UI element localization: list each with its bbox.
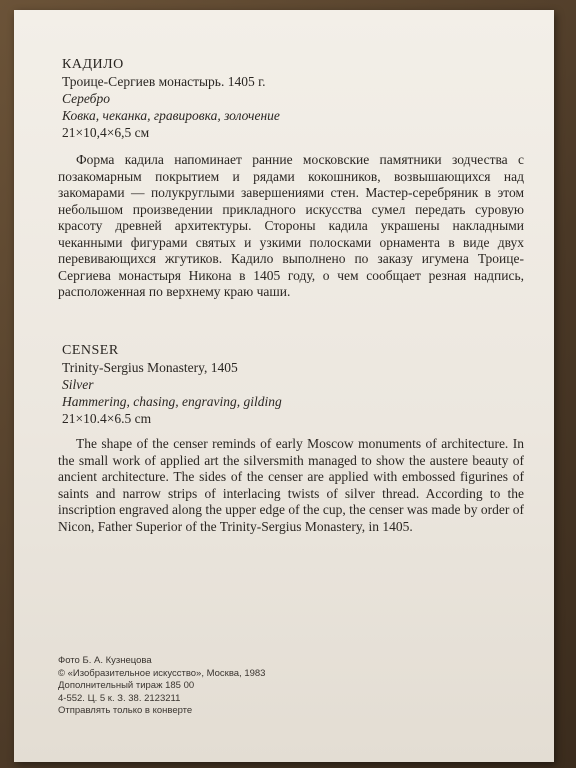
en-origin: Trinity-Sergius Monastery, 1405 [62, 360, 238, 375]
en-title: CENSER [62, 343, 119, 358]
en-dimensions: 21×10.4×6.5 cm [62, 411, 152, 426]
postcard [14, 10, 554, 762]
en-description: The shape of the censer reminds of early Moscow monuments of architecture. In the small work of applied art the silversmith managed to show the austere beauty of ancient architecture. The sides of the censer are applied with embossed figurines of saints and narrow strips of interlacing twists of silver thread. According to the inscription engraved along the upper edge of the cup, the censer was made by order of Nicon, Father Superior of the Trinity-Sergius Monastery, in 1405. [58, 436, 524, 534]
ru-dimensions: 21×10,4×6,5 см [62, 125, 150, 140]
publisher-line: © «Изобразительное искусство», Москва, 1983 [58, 667, 266, 679]
ru-technique: Ковка, чеканка, гравировка, золочение [62, 108, 280, 123]
print-run-line: Дополнительный тираж 185 00 [58, 680, 195, 691]
english-caption [62, 342, 532, 427]
ru-title: КАДИЛО [62, 57, 124, 72]
ru-material: Серебро [62, 91, 110, 106]
mailing-note: Отправлять только в конверте [58, 705, 193, 716]
photo-credit: Фото Б. А. Кузнецова [58, 655, 152, 666]
en-technique: Hammering, chasing, engraving, gilding [62, 394, 282, 409]
en-material: Silver [62, 377, 94, 392]
imprint [58, 655, 418, 718]
ru-origin: Троице-Сергиев монастырь. 1405 г. [62, 74, 266, 89]
russian-caption [62, 56, 532, 141]
ru-description: Форма кадила напоминает ранние московские памятники зодчества с позакомарным покрытием и рядами кокошников, возвышающихся над закомарами — полукруглыми завершениями стен. Мастер-серебряник в этом небольшом произведении прикладного искусства сумел передать суровую красоту древней архитектуры. Стороны кадила украшены накладными чеканными фигурами святых и узкими полосками орнамента в виде двух перевивающихся жгутиков. Кадило выполнено по заказу игумена Троице-Сергиева монастыря Никона в 1405 году, о чем сообщает резная надпись, расположенная по верхнему краю чаши. [58, 152, 524, 299]
catalog-code-line: 4-552. Ц. 5 к. З. 38. 2123211 [58, 692, 181, 704]
